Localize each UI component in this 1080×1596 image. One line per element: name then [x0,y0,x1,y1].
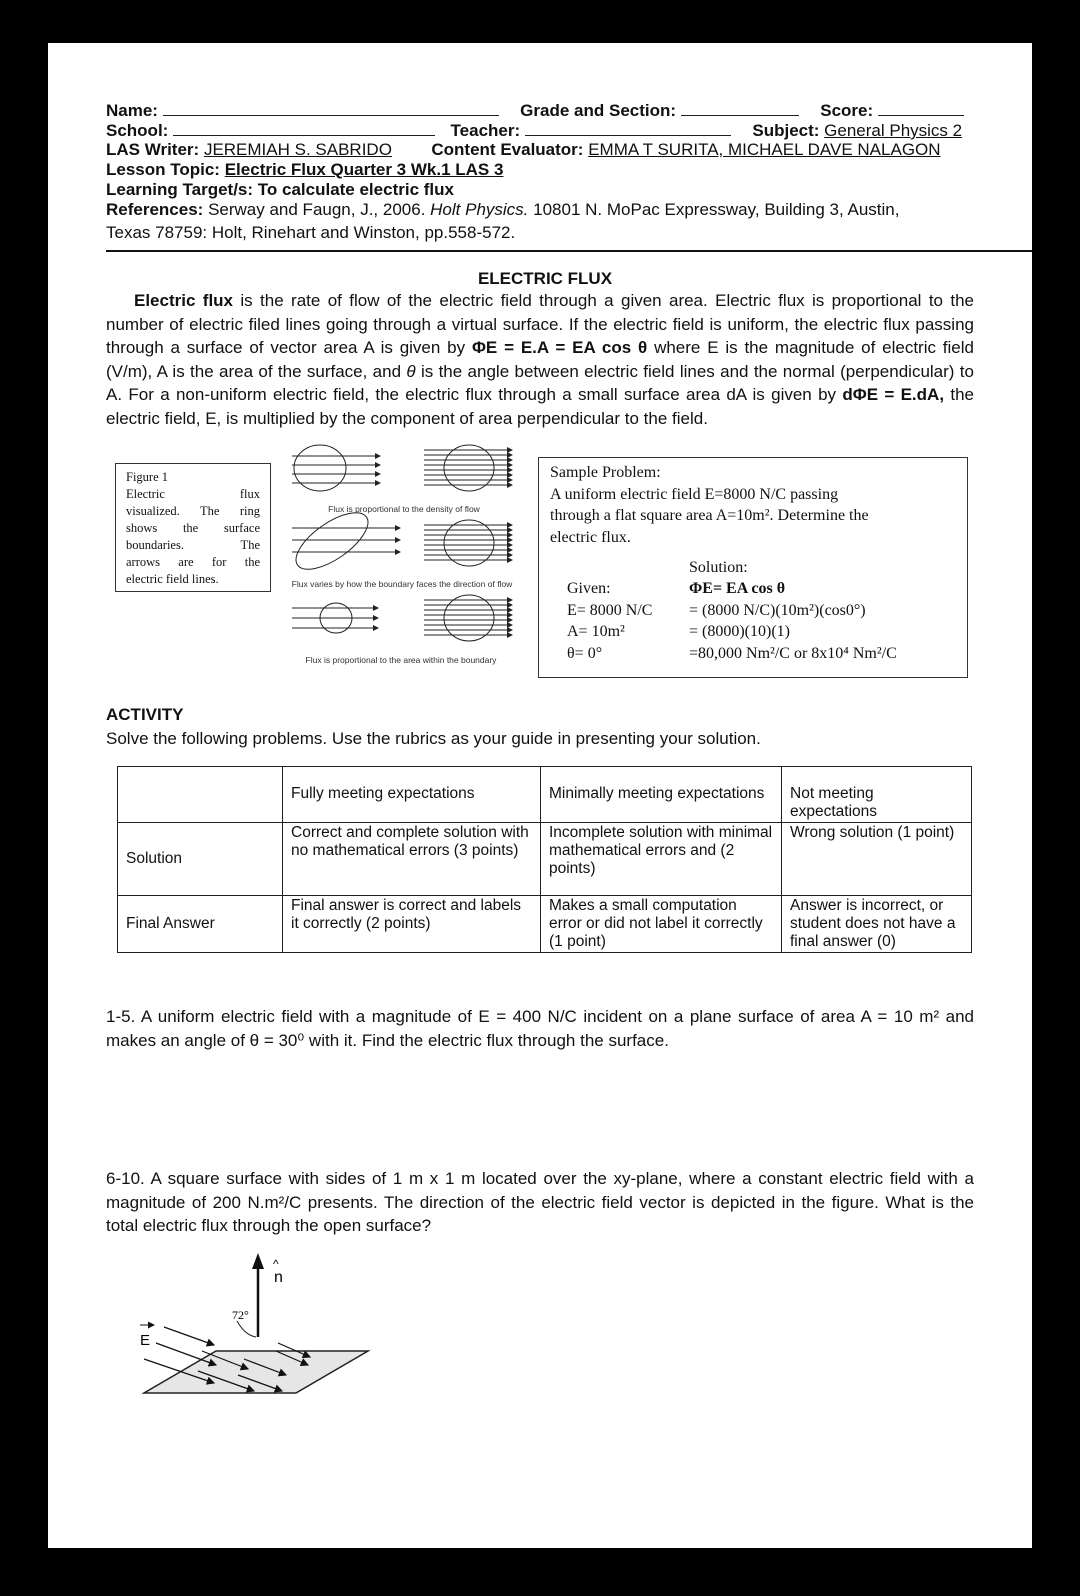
figure1-label-direction: Flux varies by how the boundary faces the direction of flow [291,579,513,589]
worksheet-page [48,43,1032,1548]
figure1-caption: Figure 1 Electric flux visualized. The ring shows the surface boundaries. The arrows are for the electric field lines. [115,463,271,592]
teacher-blank[interactable] [525,120,731,136]
tilted-field-figure [136,1247,386,1407]
section-title: ELECTRIC FLUX [477,269,613,288]
solution-steps: ΦE= EA cos θ = (8000 N/C)(10m²)(cos0°) = (8000)(10)(1) =80,000 Nm²/C or 8x10⁴ Nm²/C [689,580,897,662]
boundary-ring [294,445,346,491]
differential-flux-formula: dΦE = E.dA, [842,385,945,404]
rubric-row-solution: Solution Correct and complete solution with no mathematical errors (3 points) Incomplete solution with minimal mathematical errors and (2 points) Wrong solution (1 point) [118,823,972,896]
school-row: School: Teacher: Subject: General Physics 2 [106,121,963,140]
activity-instruction: Solve the following problems. Use the rubrics as your guide in presenting your solution. [106,729,761,748]
rubric-table [117,766,972,953]
rubric-row-final-answer: Final Answer Final answer is correct and labels it correctly (2 points) Makes a small computation error or did not label it correctly (1 point) Answer is incorrect, or student does not have a final answer (0) [118,896,972,953]
activity-title: ACTIVITY [106,705,184,724]
given-block: Given: E= 8000 N/C A= 10m² θ= 0° [567,580,653,662]
intro-paragraph: Electric flux is the rate of flow of the electric field through a given area. Electric flux is proportional to the number of electric filed lines going through a virtual surface. If the electric field is uniform, the electric flux passing through a surface of vector area A is given by ΦE = E.A = EA cos θ where E is the magnitude of electric field (V/m), A is the area of the surface, and θ is the angle between electric field lines and the normal (perpendicular) to A. For a non-uniform electric field, the electric flux through a small surface area dA is given by dΦE = E.dA, the electric field, E, is multiplied by the component of area perpendicular to the field. [106,291,975,428]
score-blank[interactable] [878,100,964,116]
references: References: Serway and Faugn, J., 2006. Holt Physics. 10801 N. MoPac Expressway, Building 3, Austin, [106,200,900,219]
school-blank[interactable] [173,120,435,136]
grade-blank[interactable] [681,100,799,116]
svg-text:^: ^ [273,1257,279,1271]
learning-target: Learning Target/s: To calculate electric flux [106,180,454,199]
topic-row: Lesson Topic: Electric Flux Quarter 3 Wk.1 LAS 3 [106,160,504,179]
name-row: Name: Grade and Section: Score: [106,100,964,121]
flux-illustration [274,443,534,673]
normal-label: n [274,1269,283,1286]
references-line2: Texas 78759: Holt, Rinehart and Winston, pp.558-572. [106,223,516,242]
flux-formula: ΦE = E.A = EA cos θ [471,338,648,357]
name-blank[interactable] [163,100,499,116]
problem-1-5: 1-5. A uniform electric field with a magnitude of E = 400 N/C incident on a plane surface of area A = 10 m² and makes an angle of θ = 30⁰ with it. Find the electric flux through the surface. [106,1007,974,1050]
sample-problem-box: Sample Problem: A uniform electric field E=8000 N/C passing through a flat square area A=10m². Determine the electric flux. Solution: Given: E= 8000 N/C A= 10m² θ= 0° ΦE= EA cos θ = (8000 N/C)(10m²)(cos0°) = (8000)(10)(1) =80,000 Nm²/C or 8x10⁴ Nm²/C [538,457,968,678]
angle-label: 72° [232,1308,249,1322]
figure1-label-density: Flux is proportional to the density of flow [328,504,480,514]
rubric-header-row: Fully meeting expectations Minimally meeting expectations Not meeting expectations [118,767,972,823]
sample-title: Sample Problem: [550,464,661,481]
solution-label: Solution: [689,559,748,576]
writer-row: LAS Writer: JEREMIAH S. SABRIDO Content Evaluator: EMMA T SURITA, MICHAEL DAVE NALAGON [106,140,941,159]
square-surface [144,1351,368,1393]
header-divider [106,250,1032,252]
figure1-label-area: Flux is proportional to the area within the boundary [305,655,497,665]
problem-6-10: 6-10. A square surface with sides of 1 m x 1 m located over the xy-plane, where a constant electric field with a magnitude of 200 N.m²/C presents. The direction of the electric field vector is depicted in the figure. What is the total electric flux through the open surface? [106,1169,974,1235]
field-label: E [140,1332,151,1349]
